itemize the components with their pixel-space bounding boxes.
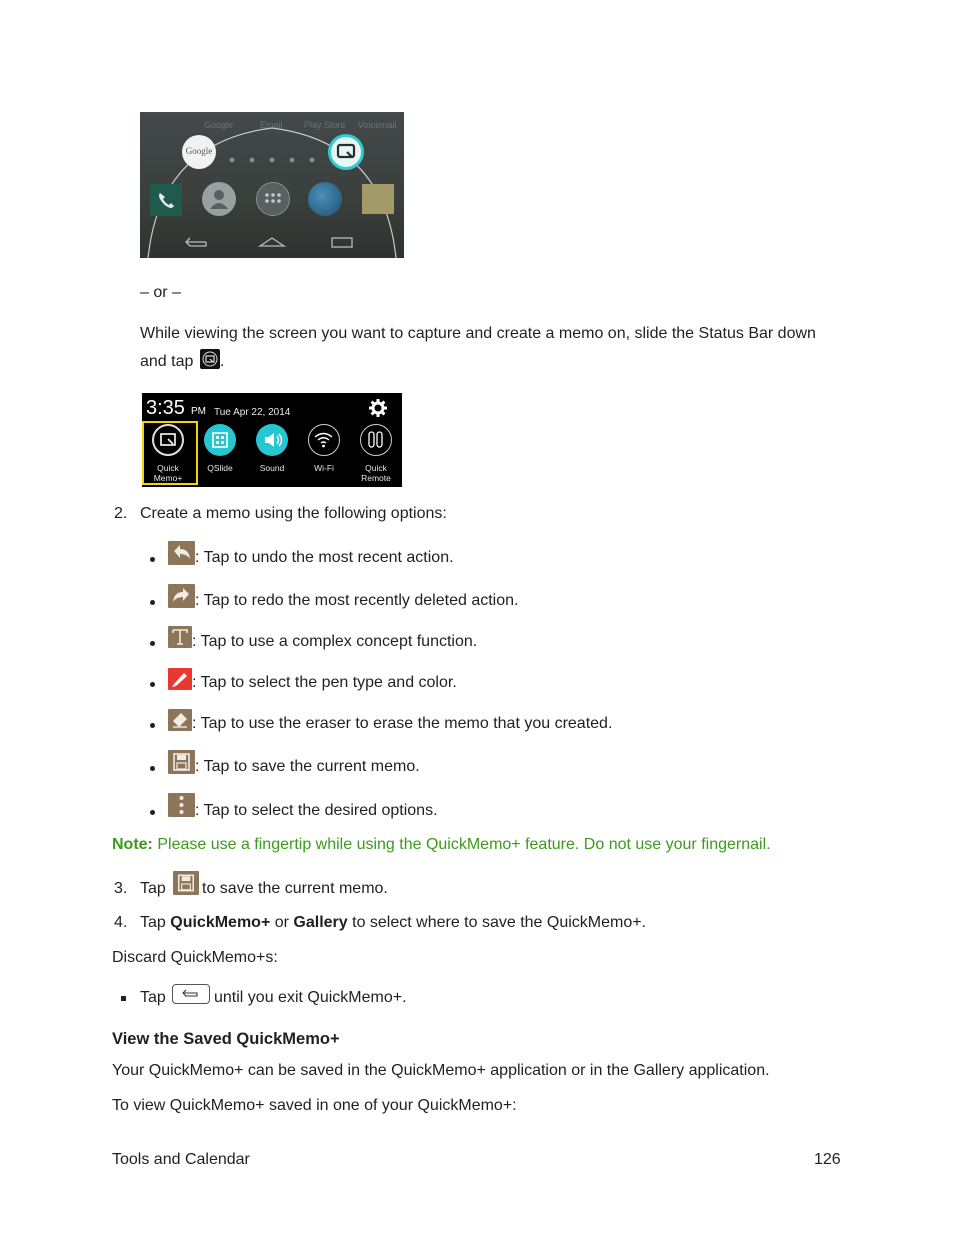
footer-section: Tools and Calendar <box>112 1151 250 1168</box>
paragraph: To view QuickMemo+ saved in one of your QuickMemo+: <box>112 1097 517 1114</box>
recent-apps-icon <box>332 238 352 247</box>
discard-text-prefix: Tap <box>140 989 166 1006</box>
redo-icon <box>168 584 195 608</box>
gallery-option: Gallery <box>293 914 348 931</box>
bullet <box>121 996 126 1001</box>
paragraph: Your QuickMemo+ can be saved in the QuickMemo+ application or in the Gallery application. <box>112 1062 770 1079</box>
step-text-suffix: to save the current memo. <box>202 880 388 897</box>
quickmemo-toggle[interactable] <box>152 424 184 456</box>
settings-gear-icon[interactable] <box>369 399 387 417</box>
undo-icon <box>168 541 195 565</box>
toggle-label: Quick Remote <box>361 463 391 483</box>
home-screen-screenshot <box>140 112 404 258</box>
home-icon <box>260 238 284 246</box>
home-app-label: Play Store <box>304 120 346 130</box>
discard-heading: Discard QuickMemo+s: <box>112 949 278 966</box>
option-text: : Tap to select the desired options. <box>195 802 438 819</box>
step-text: Create a memo using the following options: <box>140 505 447 522</box>
step-number: 2. <box>114 505 128 522</box>
bullet <box>150 682 155 687</box>
google-search-button[interactable]: Google <box>182 135 216 169</box>
save-icon <box>173 871 199 895</box>
note <box>112 835 771 855</box>
qslide-icon <box>204 424 236 456</box>
menu-icon <box>168 793 195 817</box>
wifi-toggle[interactable] <box>308 424 340 456</box>
contacts-icon[interactable] <box>202 182 236 216</box>
option-text: : Tap to save the current memo. <box>195 758 420 775</box>
text-icon <box>168 626 192 648</box>
step-number: 4. <box>114 914 128 931</box>
step-number: 3. <box>114 880 128 897</box>
option-text: : Tap to undo the most recent action. <box>195 549 454 566</box>
browser-globe-icon[interactable] <box>308 182 342 216</box>
toggle-label: QSlide <box>207 463 233 473</box>
quickmemo-icon <box>154 426 182 454</box>
phone-icon[interactable] <box>150 184 182 216</box>
option-text: : Tap to select the pen type and color. <box>192 674 457 691</box>
eraser-icon <box>168 709 192 731</box>
clock-ampm: PM <box>191 406 206 417</box>
status-bar-instruction-cont: and tap . <box>140 352 224 372</box>
quickremote-toggle[interactable] <box>360 424 392 456</box>
sound-toggle[interactable] <box>256 424 288 456</box>
status-date: Tue Apr 22, 2014 <box>214 407 291 418</box>
toggle-label: Sound <box>259 463 285 473</box>
back-icon <box>186 238 206 246</box>
toggle-label: Quick Memo+ <box>153 463 183 483</box>
option-text: : Tap to use a complex concept function. <box>192 633 478 650</box>
quickmemo-inline-icon <box>200 349 220 369</box>
or-separator: – or – <box>140 284 181 301</box>
pen-icon <box>168 668 192 690</box>
quickmemo-option: QuickMemo+ <box>170 914 271 931</box>
qslide-toggle[interactable] <box>204 424 236 456</box>
home-app-label: Email <box>260 120 283 130</box>
step-text: Tap QuickMemo+ or Gallery to select where to save the QuickMemo+. <box>140 914 647 931</box>
back-key-icon <box>172 984 210 1004</box>
bullet <box>150 557 155 562</box>
home-app-label: Google <box>204 120 234 130</box>
bullet <box>150 810 155 815</box>
bullet <box>150 641 155 646</box>
clock-time: 3:35 <box>146 397 185 419</box>
step-text-prefix: Tap <box>140 880 166 897</box>
bullet <box>150 600 155 605</box>
quickmemo-shortcut-button[interactable] <box>328 134 364 170</box>
option-text: : Tap to redo the most recently deleted action. <box>195 592 519 609</box>
apps-icon[interactable] <box>256 182 290 216</box>
bullet <box>150 766 155 771</box>
note-text: Please use a fingertip while using the QuickMemo+ feature. Do not use your fingernail. <box>152 836 771 853</box>
section-heading: View the Saved QuickMemo+ <box>112 1030 340 1048</box>
note-label: Note: <box>112 836 153 853</box>
home-nav-bar <box>184 232 364 252</box>
toggle-label: Wi-Fi <box>314 463 334 473</box>
status-bar-instruction: While viewing the screen you want to capture and create a memo on, slide the Status Bar down <box>140 325 816 342</box>
discard-text-suffix: until you exit QuickMemo+. <box>214 989 407 1006</box>
quickmemo-icon <box>331 137 361 167</box>
status-bar-screenshot <box>142 393 402 487</box>
wifi-icon <box>309 425 338 454</box>
option-text: : Tap to use the eraser to erase the memo that you created. <box>192 715 613 732</box>
speaker-icon <box>256 424 288 456</box>
save-icon <box>168 750 195 774</box>
bullet <box>150 723 155 728</box>
remote-icon <box>361 425 390 454</box>
page-number: 126 <box>814 1151 841 1168</box>
memo-app-icon[interactable] <box>362 184 394 214</box>
home-app-label: Voicemail <box>358 120 397 130</box>
